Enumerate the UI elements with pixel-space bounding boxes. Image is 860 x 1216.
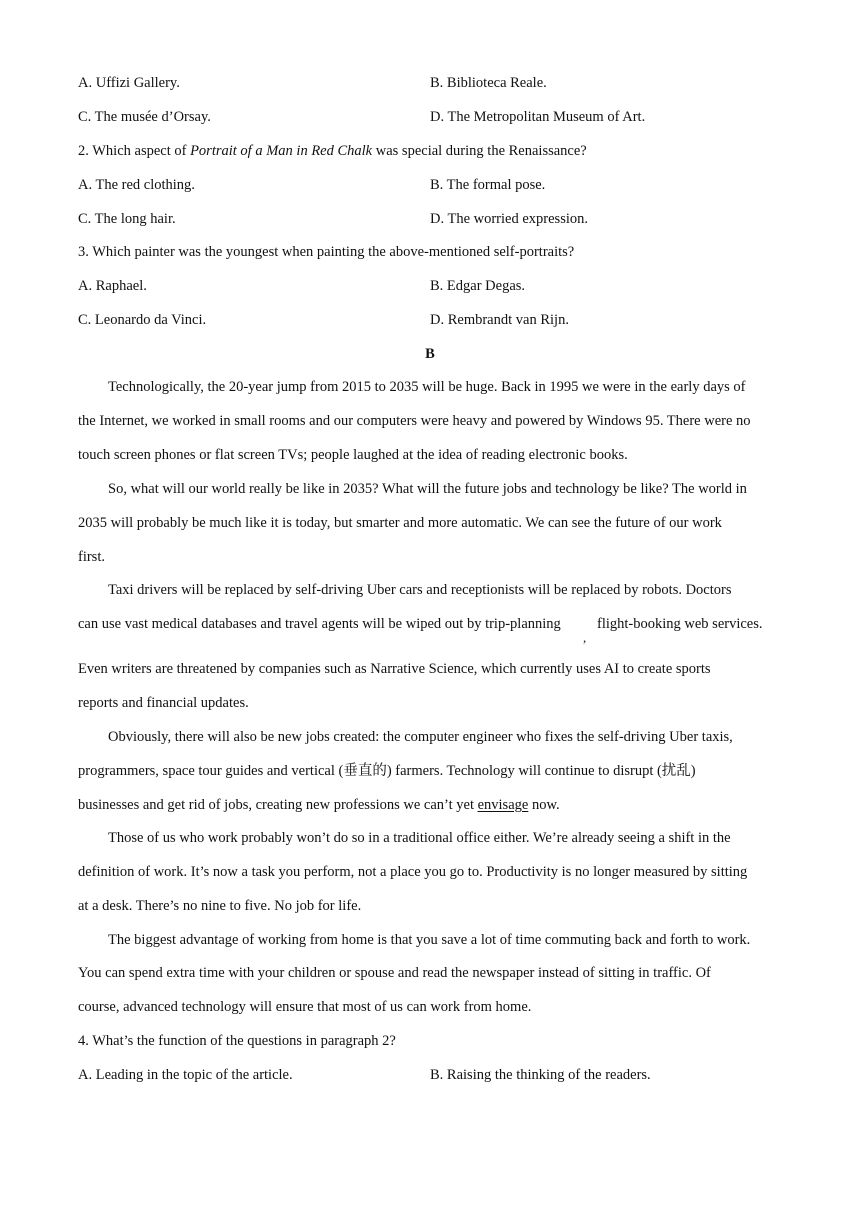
- q1-option-a: A. Uffizi Gallery.: [78, 75, 180, 91]
- section-heading: B: [425, 346, 435, 362]
- passage-p4-line-1: Obviously, there will also be new jobs created: the computer engineer who fixes the self-driving Uber taxis,: [108, 729, 733, 745]
- passage-p3-line-1: Taxi drivers will be replaced by self-driving Uber cars and receptionists will be replaced by robots. Doctors: [108, 582, 732, 598]
- passage-p1-line-2: the Internet, we worked in small rooms and our computers were heavy and powered by Windows 95. There were no: [78, 413, 751, 429]
- q3-option-a: A. Raphael.: [78, 278, 147, 294]
- q2-option-d: D. The worried expression.: [430, 211, 588, 227]
- passage-p3-line-4: reports and financial updates.: [78, 695, 249, 711]
- q2-artwork-title: Portrait of a Man in Red Chalk: [190, 143, 373, 159]
- passage-p4-line-2: programmers, space tour guides and vertical (垂直的) farmers. Technology will continue to disrupt (扰乱): [78, 763, 696, 779]
- q1-option-c: C. The musée d’Orsay.: [78, 109, 211, 125]
- q2-option-c: C. The long hair.: [78, 211, 176, 227]
- passage-p2-line-1: So, what will our world really be like in 2035? What will the future jobs and technology be like? The world in: [108, 481, 747, 497]
- q2-stem-prefix: 2. Which aspect of: [78, 143, 191, 159]
- q3-option-d: D. Rembrandt van Rijn.: [430, 312, 569, 328]
- q4-stem: 4. What’s the function of the questions in paragraph 2?: [78, 1033, 396, 1049]
- passage-p6-line-1: The biggest advantage of working from home is that you save a lot of time commuting back and forth to work.: [108, 932, 751, 948]
- passage-p2-line-3: first.: [78, 549, 105, 565]
- q3-stem: 3. Which painter was the youngest when painting the above-mentioned self-portraits?: [78, 244, 575, 260]
- passage-p5-line-2: definition of work. It’s now a task you perform, not a place you go to. Productivity is no longer measured by sitting: [78, 864, 748, 880]
- passage-p4-line-3-start: businesses and get rid of jobs, creating new professions we can’t yet: [78, 797, 478, 813]
- q4-option-b: B. Raising the thinking of the readers.: [430, 1067, 651, 1083]
- q3-option-c: C. Leonardo da Vinci.: [78, 312, 207, 328]
- passage-p3-line-2b: flight-booking web services.: [597, 616, 763, 632]
- underlined-word-envisage: envisage: [477, 797, 529, 813]
- passage-p1-line-3: touch screen phones or flat screen TVs; people laughed at the idea of reading electronic books.: [78, 447, 628, 463]
- passage-p5-line-3: at a desk. There’s no nine to five. No job for life.: [78, 898, 362, 914]
- q3-option-b: B. Edgar Degas.: [430, 278, 526, 294]
- passage-p4-line-3: [78, 795, 560, 815]
- q2-option-a: A. The red clothing.: [78, 177, 195, 193]
- passage-p6-line-2: You can spend extra time with your children or spouse and read the newspaper instead of sitting in traffic. Of: [78, 965, 711, 981]
- passage-p3-line-3: Even writers are threatened by companies such as Narrative Science, which currently uses AI to create sports: [78, 661, 711, 677]
- passage-p5-line-1: Those of us who work probably won’t do so in a traditional office either. We’re already seeing a shift in the: [108, 830, 731, 846]
- q1-option-b: B. Biblioteca Reale.: [430, 75, 547, 91]
- q2-option-b: B. The formal pose.: [430, 177, 546, 193]
- passage-p3-comma: ,: [583, 630, 587, 645]
- passage-p1-line-1: Technologically, the 20-year jump from 2015 to 2035 will be huge. Back in 1995 we were in the early days of: [108, 379, 746, 395]
- q2-stem: [78, 141, 587, 161]
- passage-p6-line-3: course, advanced technology will ensure that most of us can work from home.: [78, 999, 532, 1015]
- passage-p4-line-3-end: now.: [528, 797, 560, 813]
- q1-option-d: D. The Metropolitan Museum of Art.: [430, 109, 646, 125]
- q2-stem-suffix: was special during the Renaissance?: [372, 143, 587, 159]
- passage-p3-line-2a: can use vast medical databases and travel agents will be wiped out by trip-planning: [78, 616, 561, 632]
- passage-p2-line-2: 2035 will probably be much like it is today, but smarter and more automatic. We can see the future of our work: [78, 515, 722, 531]
- q4-option-a: A. Leading in the topic of the article.: [78, 1067, 293, 1083]
